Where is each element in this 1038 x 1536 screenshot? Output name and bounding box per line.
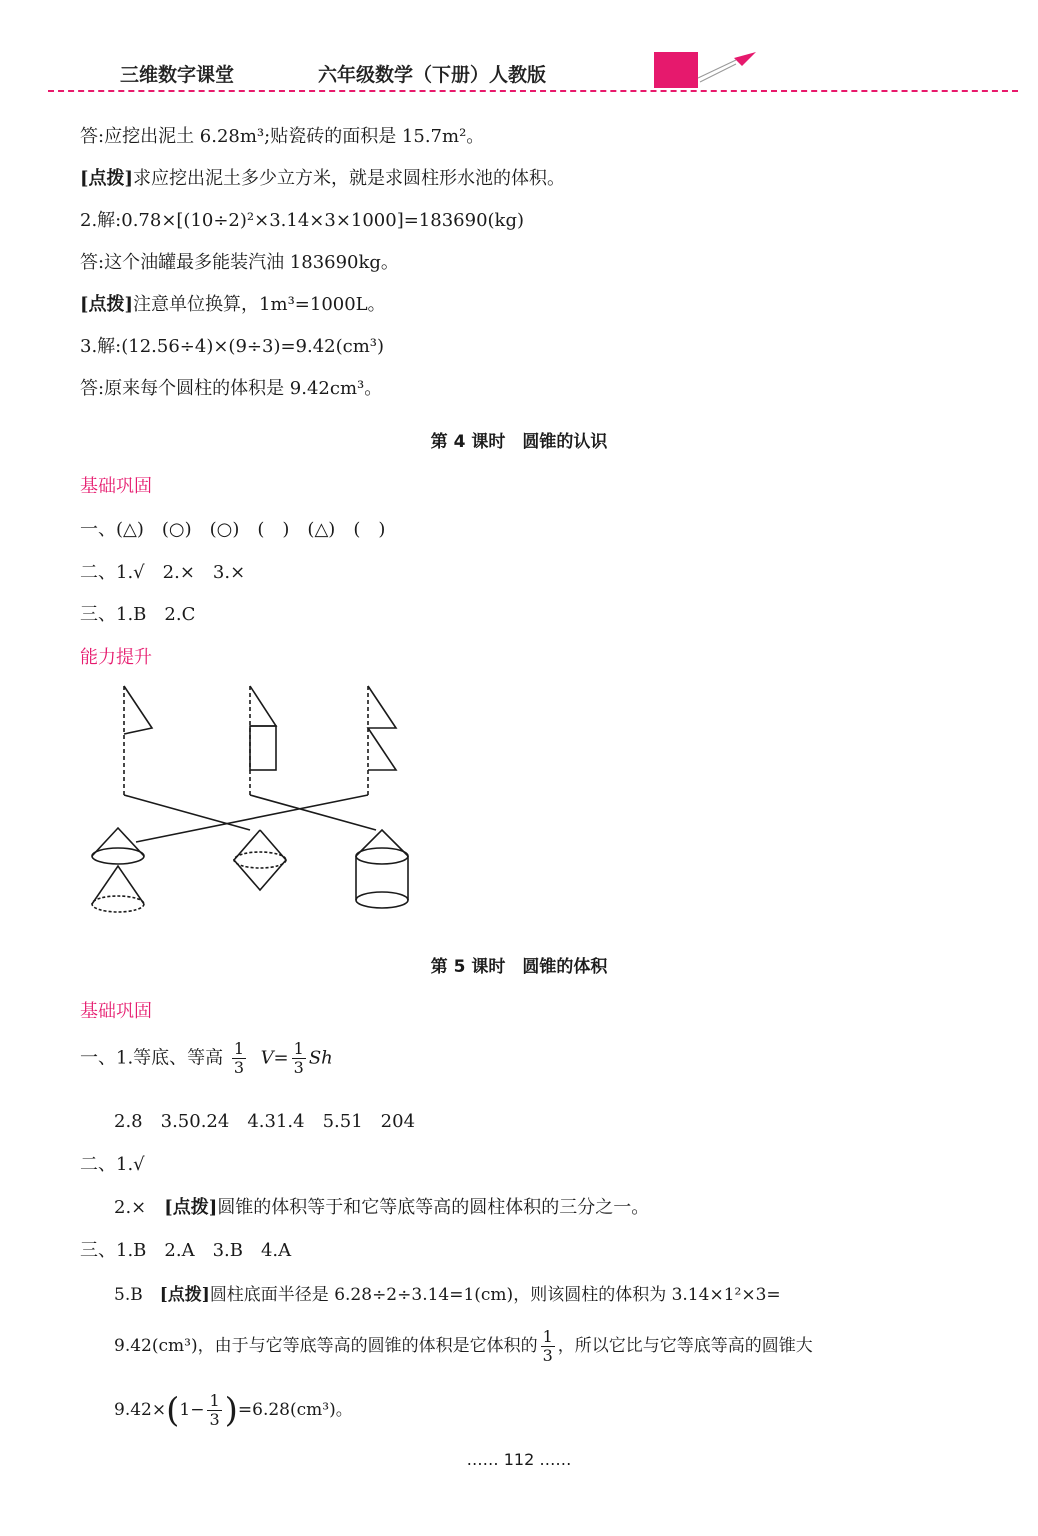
fraction-numerator: 1 bbox=[209, 1391, 220, 1410]
right-paren-icon: ) bbox=[224, 1390, 238, 1431]
answer-line bbox=[80, 1040, 333, 1077]
fraction-denominator: 3 bbox=[542, 1346, 553, 1365]
hint-line bbox=[114, 1193, 649, 1219]
page-number: …… 112 …… bbox=[466, 1450, 572, 1469]
rocket-logo bbox=[650, 48, 760, 92]
hint-text: =6.28(cm³)。 bbox=[237, 1400, 353, 1420]
hint-line bbox=[114, 1392, 353, 1429]
header-brand: 三维数字课堂 bbox=[120, 64, 235, 86]
hint-line bbox=[80, 164, 565, 190]
answer-prefix: 2.× bbox=[114, 1197, 165, 1218]
hint-text: 圆柱底面半径是 6.28÷2÷3.14=1(cm)，则该圆柱的体积为 3.14×1²×3= bbox=[209, 1285, 781, 1305]
answer-line: 答:应挖出泥土 6.28m³;贴瓷砖的面积是 15.7m²。 bbox=[80, 126, 485, 147]
answer-prefix: 5.B bbox=[114, 1285, 160, 1305]
lesson5-title: 第 5 课时 圆锥的体积 bbox=[430, 957, 608, 977]
hint-tag: [点拨] bbox=[80, 294, 134, 315]
section-basic: 基础巩固 bbox=[80, 476, 152, 497]
hint-text: 1− bbox=[179, 1400, 205, 1420]
fraction-numerator: 1 bbox=[233, 1039, 245, 1058]
formula-sh: Sh bbox=[308, 1047, 333, 1069]
answer-line: 三、1.B 2.A 3.B 4.A bbox=[80, 1240, 292, 1261]
hint-tag: [点拨] bbox=[164, 1197, 218, 1218]
answer-line: 答:这个油罐最多能装汽油 183690kg。 bbox=[80, 252, 399, 273]
fraction-denominator: 3 bbox=[209, 1410, 220, 1429]
hint-text: ，所以它比与它等底等高的圆锥大 bbox=[557, 1336, 813, 1356]
hint-text: 圆锥的体积等于和它等底等高的圆柱体积的三分之一。 bbox=[217, 1197, 650, 1218]
fraction bbox=[207, 1392, 221, 1429]
hint-line bbox=[114, 1280, 781, 1305]
left-paren-icon: ( bbox=[166, 1390, 180, 1431]
hint-text: 注意单位换算，1m³=1000L。 bbox=[133, 294, 386, 315]
fraction bbox=[292, 1040, 306, 1077]
formula-v: V= bbox=[260, 1047, 289, 1069]
lesson4-title: 第 4 课时 圆锥的认识 bbox=[430, 432, 608, 452]
fraction-numerator: 1 bbox=[293, 1039, 304, 1058]
hint-text: 9.42(cm³)，由于与它等底等高的圆锥的体积是它体积的 bbox=[114, 1336, 538, 1356]
answer-line: 二、1.√ 2.× 3.× bbox=[80, 562, 246, 583]
fraction bbox=[541, 1328, 555, 1365]
answer-line: 2.8 3.50.24 4.31.4 5.51 204 bbox=[114, 1111, 416, 1132]
header-book-title: 六年级数学（下册）人教版 bbox=[318, 64, 547, 86]
section-basic: 基础巩固 bbox=[80, 1001, 152, 1022]
section-advanced: 能力提升 bbox=[80, 647, 152, 668]
solution-line: 2.解:0.78×[(10÷2)²×3.14×3×1000]=183690(kg) bbox=[80, 210, 524, 231]
hint-text: 求应挖出泥土多少立方米，就是求圆柱形水池的体积。 bbox=[133, 168, 566, 189]
hint-text: 9.42× bbox=[114, 1400, 167, 1420]
answer-line: 答:原来每个圆柱的体积是 9.42cm³。 bbox=[80, 378, 383, 399]
fraction-denominator: 3 bbox=[293, 1058, 304, 1077]
matching-diagram bbox=[80, 680, 440, 920]
fraction-numerator: 1 bbox=[542, 1327, 553, 1346]
hint-line bbox=[80, 290, 386, 316]
header-divider bbox=[48, 90, 1018, 92]
answer-line: 二、1.√ bbox=[80, 1154, 145, 1175]
hint-line bbox=[114, 1328, 813, 1365]
answer-line: 一、(△) (○) (○) ( ) (△) ( ) bbox=[80, 519, 386, 540]
answer-line: 三、1.B 2.C bbox=[80, 604, 196, 625]
hint-tag: [点拨] bbox=[80, 168, 134, 189]
fraction-denominator: 3 bbox=[233, 1058, 245, 1077]
fraction bbox=[232, 1040, 246, 1077]
solution-line: 3.解:(12.56÷4)×(9÷3)=9.42(cm³) bbox=[80, 336, 385, 357]
answer-prefix: 一、1.等底、等高 bbox=[80, 1047, 224, 1069]
hint-tag: [点拨] bbox=[159, 1285, 210, 1305]
